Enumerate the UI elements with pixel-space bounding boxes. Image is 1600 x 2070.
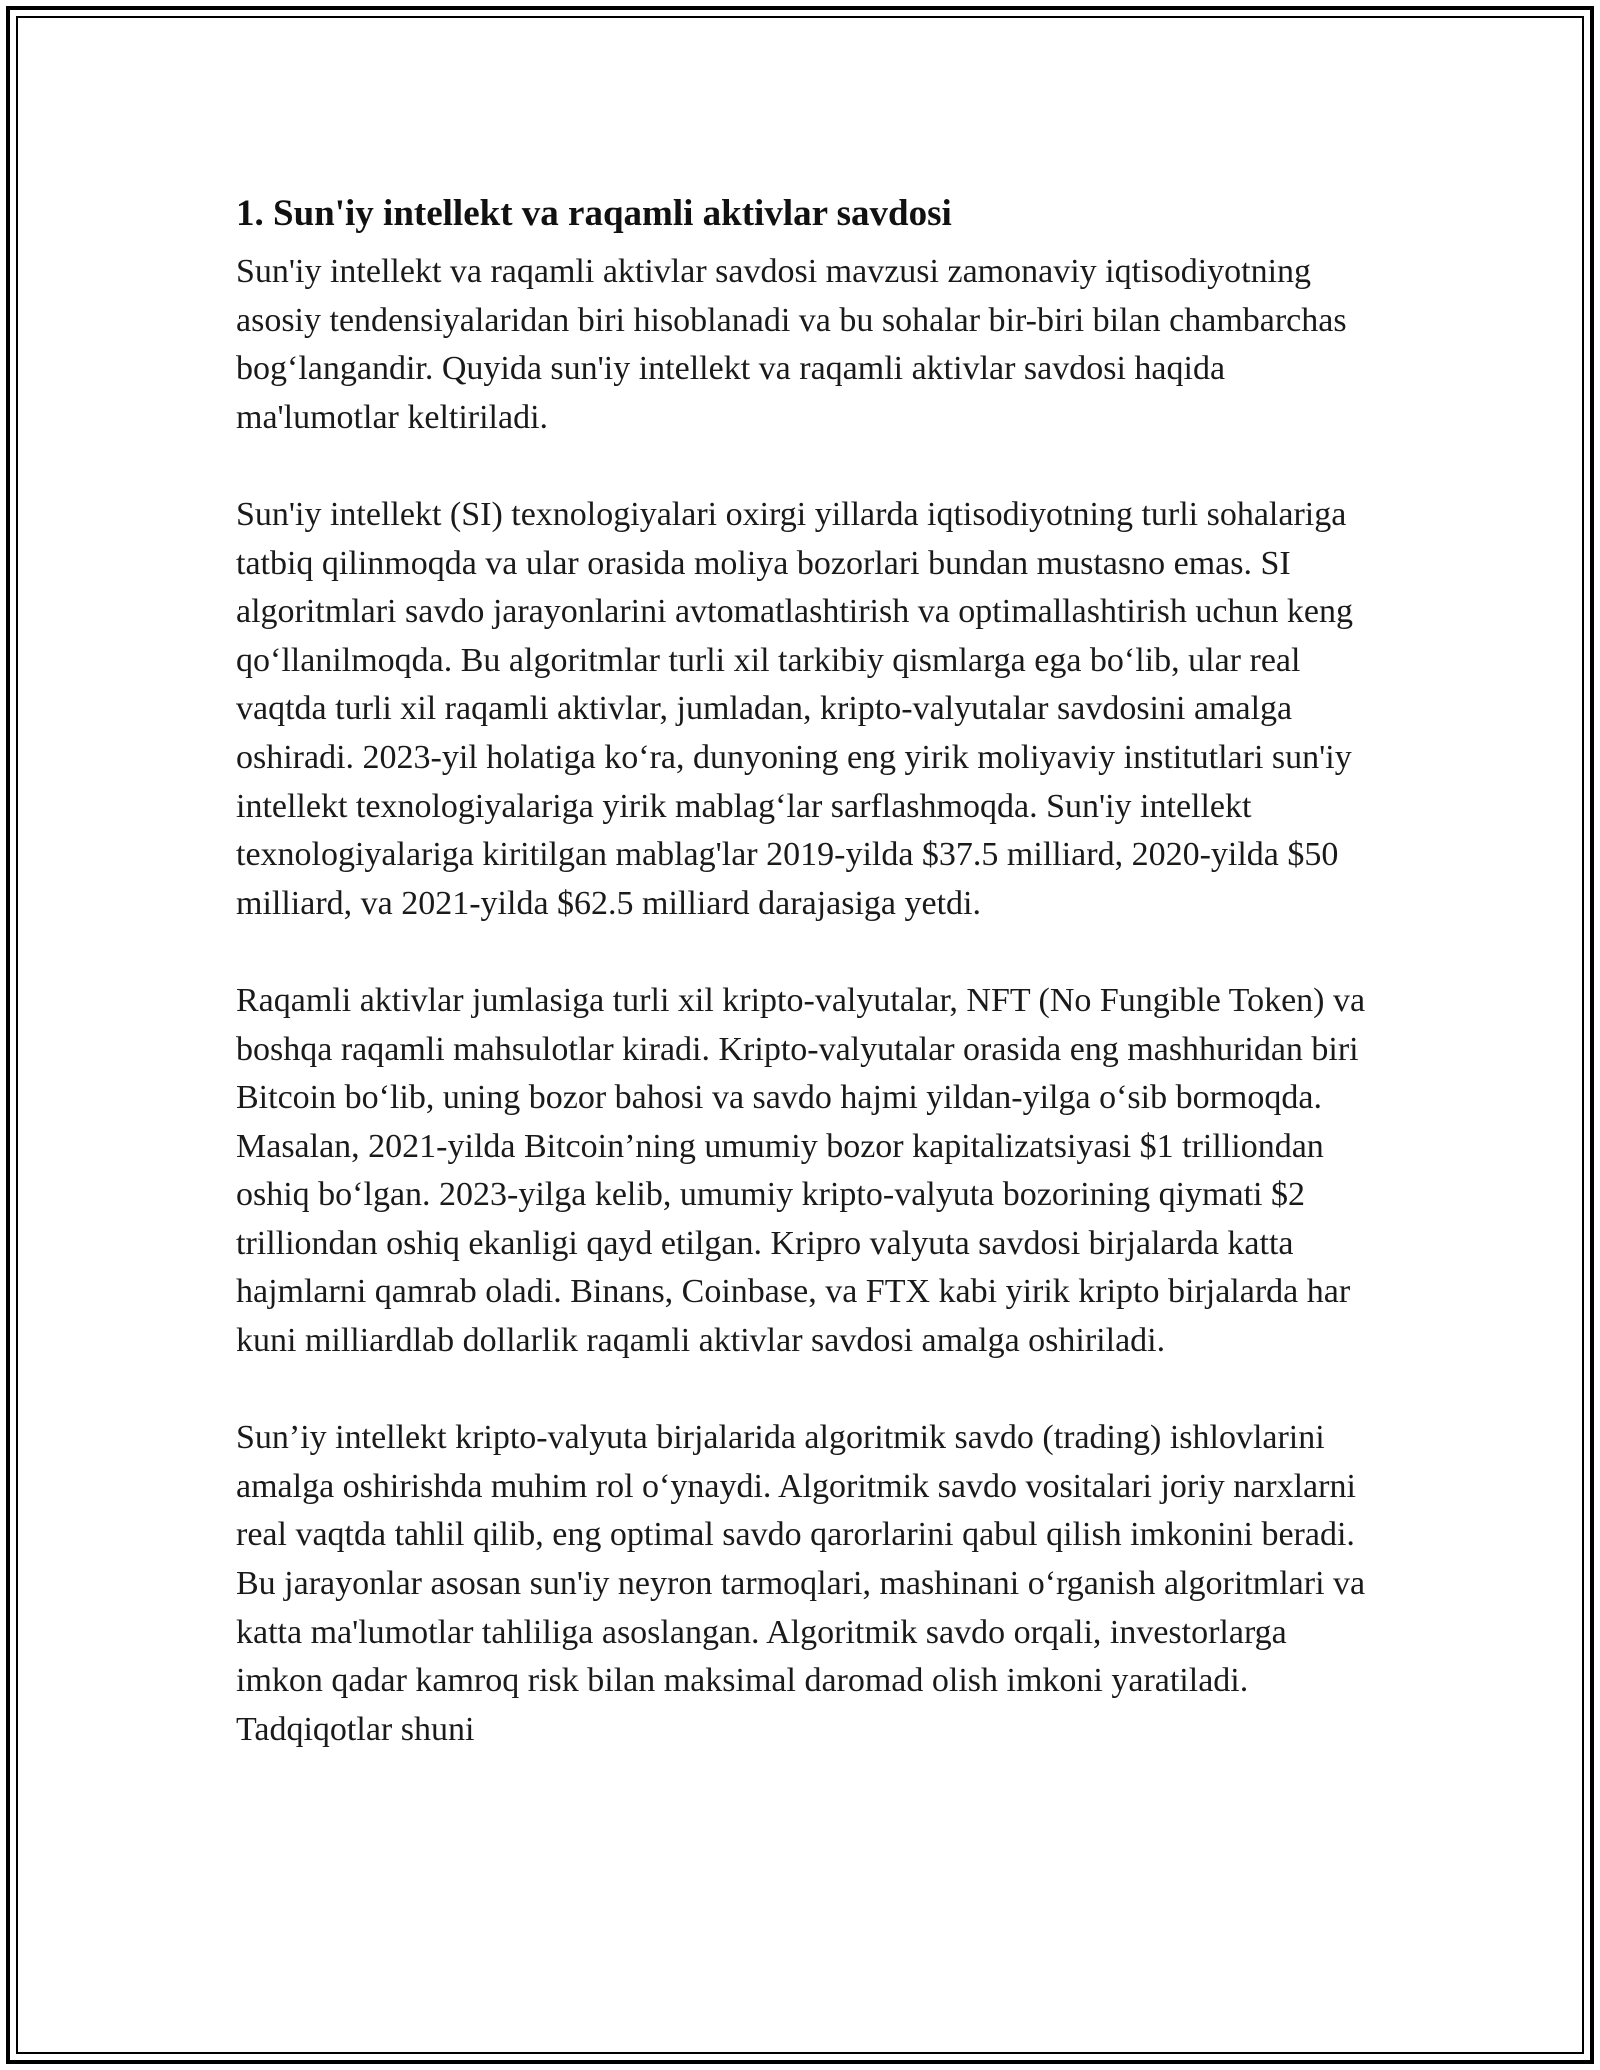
paragraph-algorithmic-trading: Sun’iy intellekt kripto-valyuta birjalarida algoritmik savdo (trading) ishlovlarini amalga oshirishda muhim rol o‘ynaydi. Algoritmik savdo vositalari joriy narxlarni real vaqtda tahlil qilib, eng optimal savdo qarorlarini qabul qilish imkonini beradi. Bu jarayonlar asosan sun'iy neyron tarmoqlari, mashinani o‘rganish algoritmlari va katta ma'lumotlar tahliliga asoslangan. Algoritmik savdo orqali, investorlarga imkon qadar kamroq risk bilan maksimal daromad olish imkoni yaratiladi. Tadqiqotlar shuni [236, 1419, 1366, 1748]
document-body [236, 188, 1366, 1754]
paragraph-digital-assets: Raqamli aktivlar jumlasiga turli xil kripto-valyutalar, NFT (No Fungible Token) va boshqa raqamli mahsulotlar kiradi. Kripto-valyutalar orasida eng mashhuridan biri Bitcoin bo‘lib, uning bozor bahosi va savdo hajmi yildan-yilga o‘sib bormoqda. Masalan, 2021-yilda Bitcoin’ning umumiy bozor kapitalizatsiyasi $1 trilliondan oshiq bo‘lgan. 2023-yilga kelib, umumiy kripto-valyuta bozorining qiymati $2 trilliondan oshiq ekanligi qayd etilgan. Kripro valyuta savdosi birjalarda katta hajmlarni qamrab oladi. Binans, Coinbase, va FTX kabi yirik kripto birjalarda har kuni milliardlab dollarlik raqamli aktivlar savdosi amalga oshiriladi. [236, 981, 1366, 1360]
section-heading: 1. Sun'iy intellekt va raqamli aktivlar savdosi [236, 193, 952, 234]
paragraph-ai-technologies: Sun'iy intellekt (SI) texnologiyalari oxirgi yillarda iqtisodiyotning turli sohalariga tatbiq qilinmoqda va ular orasida moliya bozorlari bundan mustasno emas. SI algoritmlari savdo jarayonlarini avtomatlashtirish va optimallashtirish uchun keng qo‘llanilmoqda. Bu algoritmlar turli xil tarkibiy qismlarga ega bo‘lib, ular real vaqtda turli xil raqamli aktivlar, jumladan, kripto-valyutalar savdosini amalga oshiradi. 2023-yil holatiga ko‘ra, dunyoning eng yirik moliyaviy institutlari sun'iy intellekt texnologiyalariga yirik mablag‘lar sarflashmoqda. Sun'iy intellekt texnologiyalariga kiritilgan mablag'lar 2019-yilda $37.5 milliard, 2020-yilda $50 milliard, va 2021-yilda $62.5 milliard darajasiga yetdi. [236, 495, 1354, 922]
paragraph-intro: Sun'iy intellekt va raqamli aktivlar savdosi mavzusi zamonaviy iqtisodiyotning asosiy tendensiyalaridan biri hisoblanadi va bu sohalar bir-biri bilan chambarchas bog‘langandir. Quyida sun'iy intellekt va raqamli aktivlar savdosi haqida ma'lumotlar keltiriladi. [236, 253, 1347, 436]
